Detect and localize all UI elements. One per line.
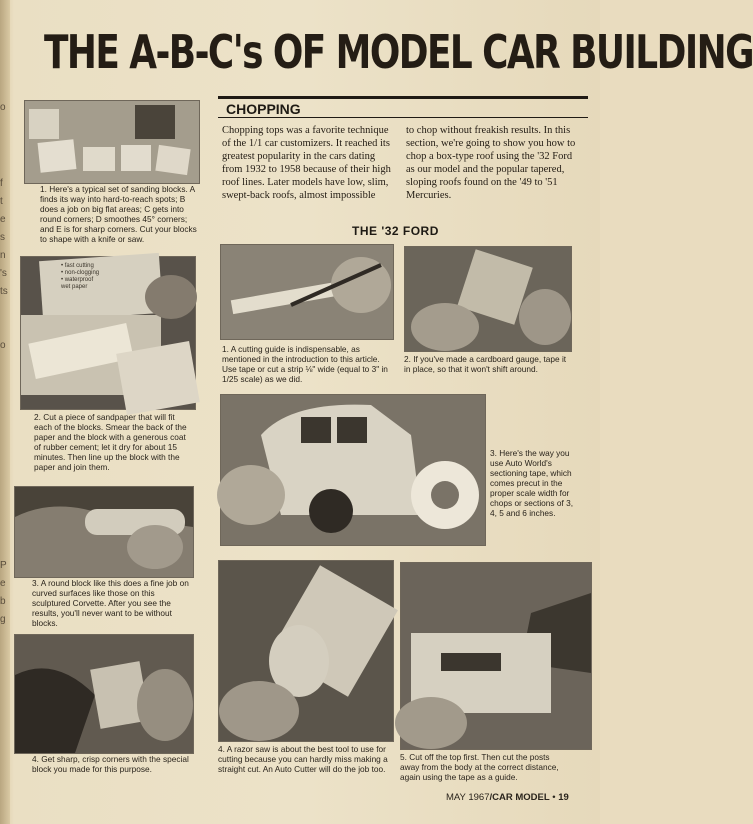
page-number: 19 (558, 792, 569, 803)
gutter-text: t (0, 196, 3, 207)
gutter-text: 's (0, 268, 7, 279)
caption-sectioning-tape: 3. Here's the way you use Auto World's sectioning tape, which comes precut in the proper scale width for chops or sections of 3, 4, 5 and 6 inches. (490, 448, 574, 518)
sandpaper-photo (20, 256, 196, 410)
subhead-32-ford: THE '32 FORD (352, 224, 439, 238)
facing-page-edge (0, 0, 10, 824)
caption-sandpaper: 2. Cut a piece of sandpaper that will fit each of the blocks. Smear the back of the paper and the block with a generous coat of rubber cement; let it dry for about 15 minutes. Then line up the block with the paper and join them. (34, 412, 187, 472)
box-label: • fast cutting (61, 263, 94, 269)
cardboard-gauge-photo (404, 246, 572, 352)
gutter-text: o (0, 340, 6, 351)
box-label: • non-clogging (61, 270, 100, 276)
caption-razor-saw: 4. A razor saw is about the best tool to use for cutting because you can hardly miss making a straight cut. An Auto Cutter will do the job too. (218, 744, 388, 774)
round-block-photo (14, 486, 194, 578)
caption-cut-top: 5. Cut off the top first. Then cut the posts away from the body at the correct distance, again using the tape as a guide. (400, 752, 559, 782)
box-label: • waterproof (61, 277, 94, 283)
sharp-block-photo (14, 634, 194, 754)
magazine-name: /CAR MODEL (489, 792, 550, 803)
box-label: wet paper (61, 284, 88, 290)
caption-cutting-guide: 1. A cutting guide is indispensable, as mentioned in the introduction to this article. Use tape or cut a strip ⅛" wide (equal to 3" in 1/25 scale) as we did. (222, 344, 388, 384)
gutter-text: e (0, 214, 6, 225)
intro-text-right: to chop without freakish results. In this section, we're going to show you how to chop a box-type roof using the '32 Ford as our model and the popular tapered, sloping roofs found on the '49 to '51 Mercuries. (406, 125, 576, 201)
caption-sharp-block: 4. Get sharp, crisp corners with the special block you made for this purpose. (32, 754, 189, 774)
page-footer (446, 792, 569, 803)
gutter-text: b (0, 596, 6, 607)
gutter-text: f (0, 178, 3, 189)
section-title: CHOPPING (218, 96, 588, 118)
page-headline: THE A-B-C's OF MODEL CAR BUILDING (44, 25, 753, 79)
footer-separator: • (549, 792, 559, 803)
gutter-text: s (0, 232, 5, 243)
caption-round-block: 3. A round block like this does a fine job on curved surfaces like those on this sculptured Corvette. After you see the results, you'll never want to be without blocks. (32, 578, 189, 628)
caption-cardboard-gauge: 2. If you've made a cardboard gauge, tape it in place, so that it won't shift around. (404, 354, 567, 374)
caption-sanding-blocks: 1. Here's a typical set of sanding blocks. A finds its way into hard-to-reach spots; B does a job on big flat areas; C gets into round corners; D smoothes 45° corners; and E is for sharp corners. Cut your blocks to shape with a knife or saw. (40, 184, 197, 244)
sectioning-tape-photo (220, 394, 486, 546)
intro-text-left: Chopping tops was a favorite technique of the 1/1 car customizers. It reached its greatest popularity in the cars dating from 1932 to 1958 because of their high roof lines. Later models have low, slim, swept-back roofs, almost impossible (222, 125, 391, 201)
cut-top-photo (400, 562, 592, 750)
gutter-text: o (0, 102, 6, 113)
gutter-text: e (0, 578, 6, 589)
gutter-text: ts (0, 286, 8, 297)
gutter-text: g (0, 614, 6, 625)
gutter-text: P (0, 560, 7, 571)
razor-saw-photo (218, 560, 394, 742)
sanding-blocks-photo (24, 100, 200, 184)
gutter-text: n (0, 250, 6, 261)
cutting-guide-photo (220, 244, 394, 340)
issue-date: MAY 1967 (446, 792, 490, 803)
